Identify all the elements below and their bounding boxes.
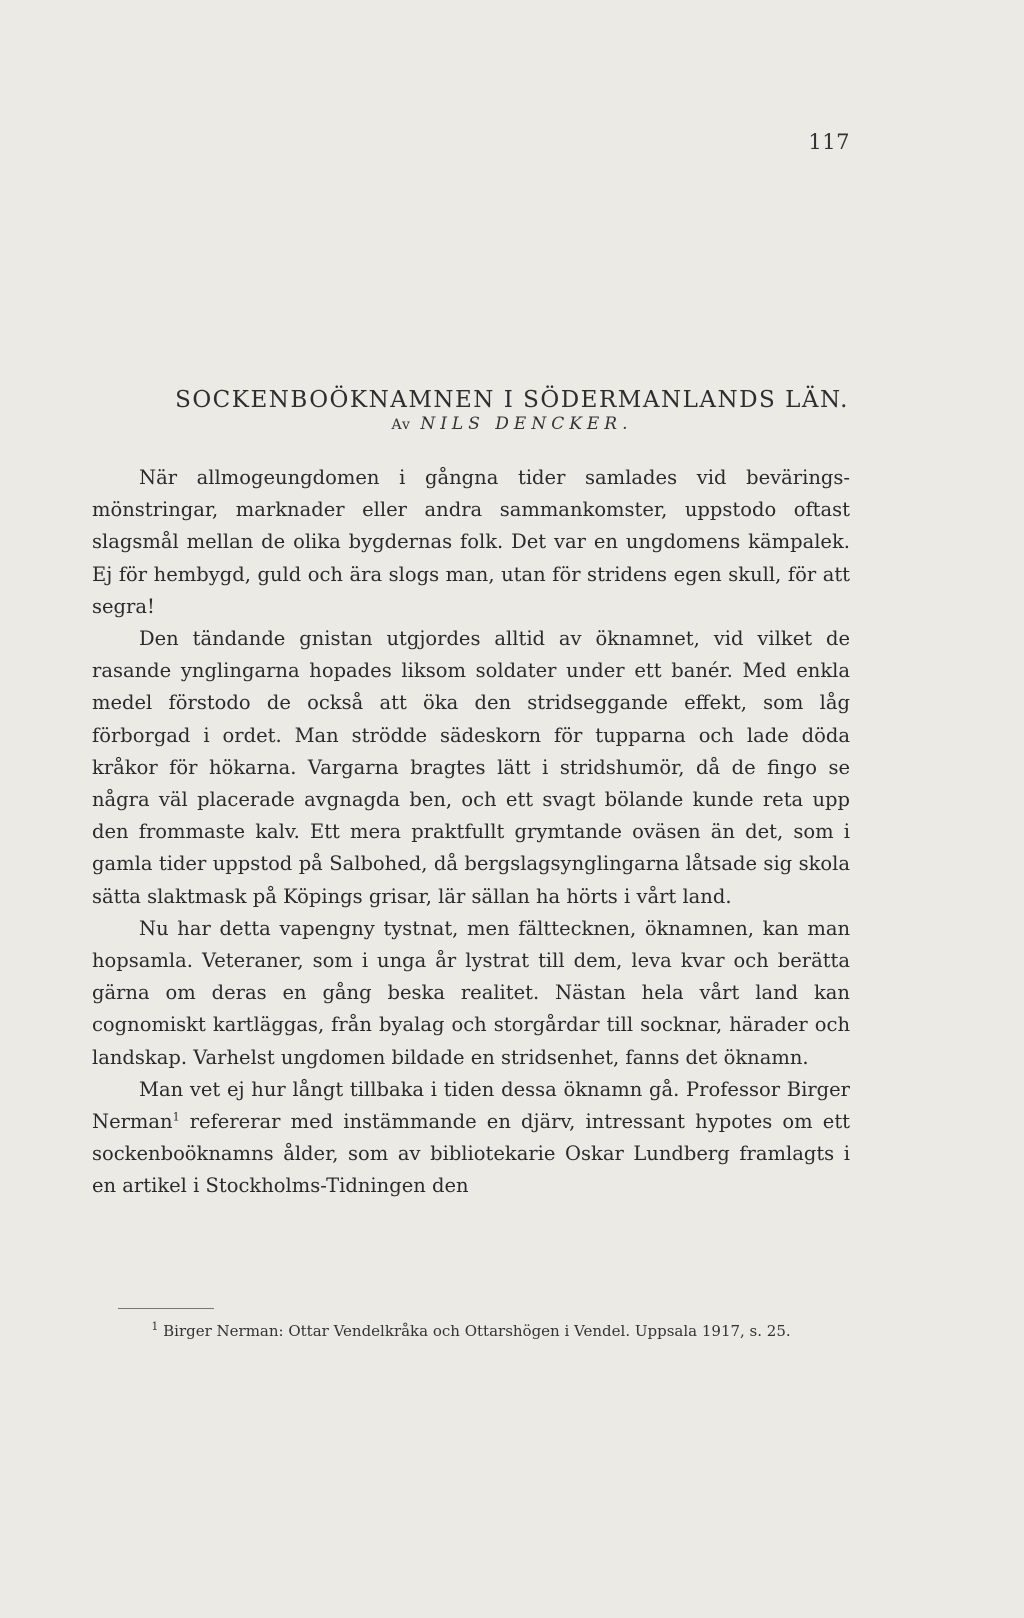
footnote-divider bbox=[118, 1308, 214, 1309]
paragraph: När allmogeungdomen i gångna tider samlades vid beväringsmönstringar, marknader eller andra sammankomster, uppstodo oftast slagsmål mellan de olika bygdernas folk. Det var en ungdomens kämpalek. Ej för hembygd, guld och ära slogs man, utan för stridens egen skull, för att segra! bbox=[92, 466, 850, 618]
paragraph bbox=[92, 1074, 850, 1203]
page-number: 117 bbox=[808, 130, 850, 154]
author-name: NILS DENCKER. bbox=[420, 414, 633, 434]
paragraph: Nu har detta vapengny tystnat, men fälttecknen, öknamnen, kan man hopsamla. Veteraner, som i unga år lystrat till dem, leva kvar och berätta gärna om deras en gång beska realitet. Nästan hela vårt land kan cognomiskt kartläggas, från byalag och storgårdar till socknar, härader och landskap. Varhelst ungdomen bildade en stridsenhet, fanns det öknamn. bbox=[92, 916, 850, 1069]
paragraph-text: Man vet ej hur långt tillbaka i tiden dessa öknamn gå. Professor Birger Nerman bbox=[92, 1077, 850, 1134]
byline-prefix: Av bbox=[391, 417, 411, 433]
footnote-text: Birger Nerman: Ottar Vendelkråka och Ottarshögen i Vendel. Uppsala 1917, s. 25. bbox=[163, 1322, 791, 1340]
article-title: SOCKENBOÖKNAMNEN I SÖDERMANLANDS LÄN. bbox=[175, 387, 849, 414]
byline bbox=[0, 414, 1024, 434]
footnote-mark: 1 bbox=[151, 1320, 159, 1333]
footnote-reference[interactable]: 1 bbox=[172, 1110, 180, 1124]
paragraph: Den tändande gnistan utgjordes alltid av öknamnet, vid vilket de rasande ynglingarna hopades liksom soldater under ett banér. Med enkla medel förstodo de också att öka den stridseggande effekt, som låg förborgad i ordet. Man strödde sädeskorn för tupparna och lade döda kråkor för hökarna. Vargarna bragtes lätt i stridshumör, då de fingo se några väl placerade avgnagda ben, och ett svagt bölande kunde reta upp den frommaste kalv. Ett mera praktfullt grymtande oväsen än det, som i gamla tider uppstod på Salbohed, då bergslagsynglingarna låtsade sig skola sätta slaktmask på Köpings grisar, lär sällan ha hörts i vårt land. bbox=[92, 627, 850, 908]
article-body bbox=[92, 462, 850, 1203]
footnote bbox=[92, 1321, 850, 1341]
paragraph-text: refererar med instämmande en djärv, intressant hypotes om ett sockenboöknamns ålder, som av bibliotekarie Oskar Lundberg framlagts i en artikel i Stockholms-Tidningen den bbox=[92, 1110, 850, 1198]
